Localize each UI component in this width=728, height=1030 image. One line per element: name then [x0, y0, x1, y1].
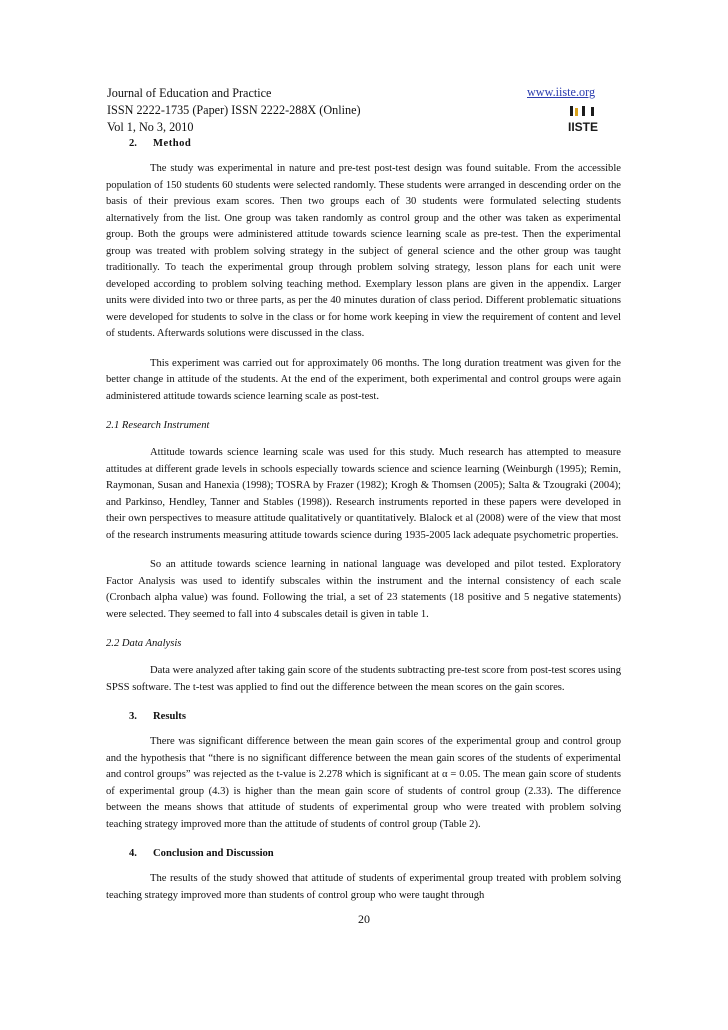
- section-heading-method: [129, 136, 621, 152]
- section-heading-results: [129, 709, 621, 725]
- subsection-heading-analysis: 2.2 Data Analysis: [106, 638, 182, 649]
- method-paragraph-1: The study was experimental in nature and pre-test post-test design was found suitable. From the accessible population of 150 students 60 students were selected randomly. These students were arranged in descending order on the basis of their previous exam scores. Then two groups each of 30 students were formulated selecting students alternatively from the list. One group was taken randomly as control group and the other was taken as experimental group. Both the groups were administered attitude towards science learning scale as pre-test. Then the experimental group was treated with problem solving strategy in the subject of general science and the other group was taught traditionally. To teach the experimental group through problem solving strategy, lesson plans for each unit were developed according to problem solving teaching method. Exemplary lesson plans are given in the appendix. Larger units were divided into two or three parts, as per the 40 minutes duration of class period. Different problematic situations were developed for students to solve in the class or for home work keeping in view the requirement of content and level of students. Afterwards solutions were discussed in the class.: [106, 163, 621, 339]
- section-title: Conclusion and Discussion: [153, 848, 274, 859]
- logo-bar-4: [591, 107, 594, 116]
- subsection-heading-instrument: 2.1 Research Instrument: [106, 420, 210, 431]
- analysis-paragraph-1: Data were analyzed after taking gain score of the students subtracting pre-test score from post-test scores using SPSS software. The t-test was applied to find out the difference between the mean scores on the gain scores.: [106, 665, 621, 693]
- conclusion-paragraph-1: The results of the study showed that attitude of students of experimental group treated with problem solving teaching strategy improved more than students of control group who were taught through: [106, 873, 621, 901]
- logo-text: IISTE: [567, 120, 599, 134]
- section-title: Results: [153, 711, 186, 722]
- section-number: 3.: [129, 711, 137, 722]
- iiste-logo: [566, 104, 600, 134]
- section-number: 4.: [129, 848, 137, 859]
- results-paragraph-1: There was significant difference between the mean gain scores of the experimental group and control group and the hypothesis that “there is no significant difference between the mean gain scores of the students of experimental and control groups” was rejected as the t-value is 2.278 which is significant at α = 0.05. The mean gain score of students of experimental group (4.3) is higher than the mean gain score of students of control group (2.33). The difference between the means shows that attitude of students of experimental group who were treated with problem solving teaching strategy improved more than the attitude of students of control group (Table 2).: [106, 736, 621, 830]
- section-title: Method: [153, 138, 192, 149]
- logo-bar-2: [575, 108, 578, 116]
- volume-line: Vol 1, No 3, 2010: [107, 120, 194, 134]
- section-heading-conclusion: [129, 846, 621, 862]
- article-body: [106, 136, 621, 904]
- journal-title: Journal of Education and Practice: [107, 86, 272, 100]
- logo-bar-3: [582, 106, 585, 116]
- issn-line: ISSN 2222-1735 (Paper) ISSN 2222-288X (Online): [107, 103, 361, 117]
- instrument-paragraph-2: So an attitude towards science learning in national language was developed and pilot tested. Exploratory Factor Analysis was used to identify subscales within the instrument and the internal consistency of each scale (Cronbach alpha value) was found. Following the trial, a set of 23 statements (18 positive and 5 negative statements) were selected. They seemed to fall into 4 subscales detail is given in table 1.: [106, 559, 621, 620]
- page-number: 20: [358, 912, 370, 926]
- logo-bar-1: [570, 106, 573, 116]
- instrument-paragraph-1: Attitude towards science learning scale was used for this study. Much research has attempted to measure attitudes at different grade levels in schools especially towards science and science learning (Weinburgh (1995); Remin, Raymonan, Susan and Hanexia (1998); TOSRA by Frazer (1982); Krogh & Thomsen (2005); Salta & Tzougraki (2004); and Parkinso, Hendley, Tanner and Stables (1998)). Research instruments reported in these papers were developed in their own perspectives to measure attitude qualitatively or quantitatively. Blalock et al (2008) were of the view that most of the research instruments measuring attitude towards science during 1935-2005 lack adequate psychometric properties.: [106, 447, 621, 541]
- section-number: 2.: [129, 138, 137, 149]
- method-paragraph-2: This experiment was carried out for approximately 06 months. The long duration treatment was given for the better change in attitude of the students. At the end of the experiment, both experimental and control groups were again administered attitude towards science learning scale as post-test.: [106, 357, 621, 402]
- journal-url-link[interactable]: www.iiste.org: [527, 85, 596, 99]
